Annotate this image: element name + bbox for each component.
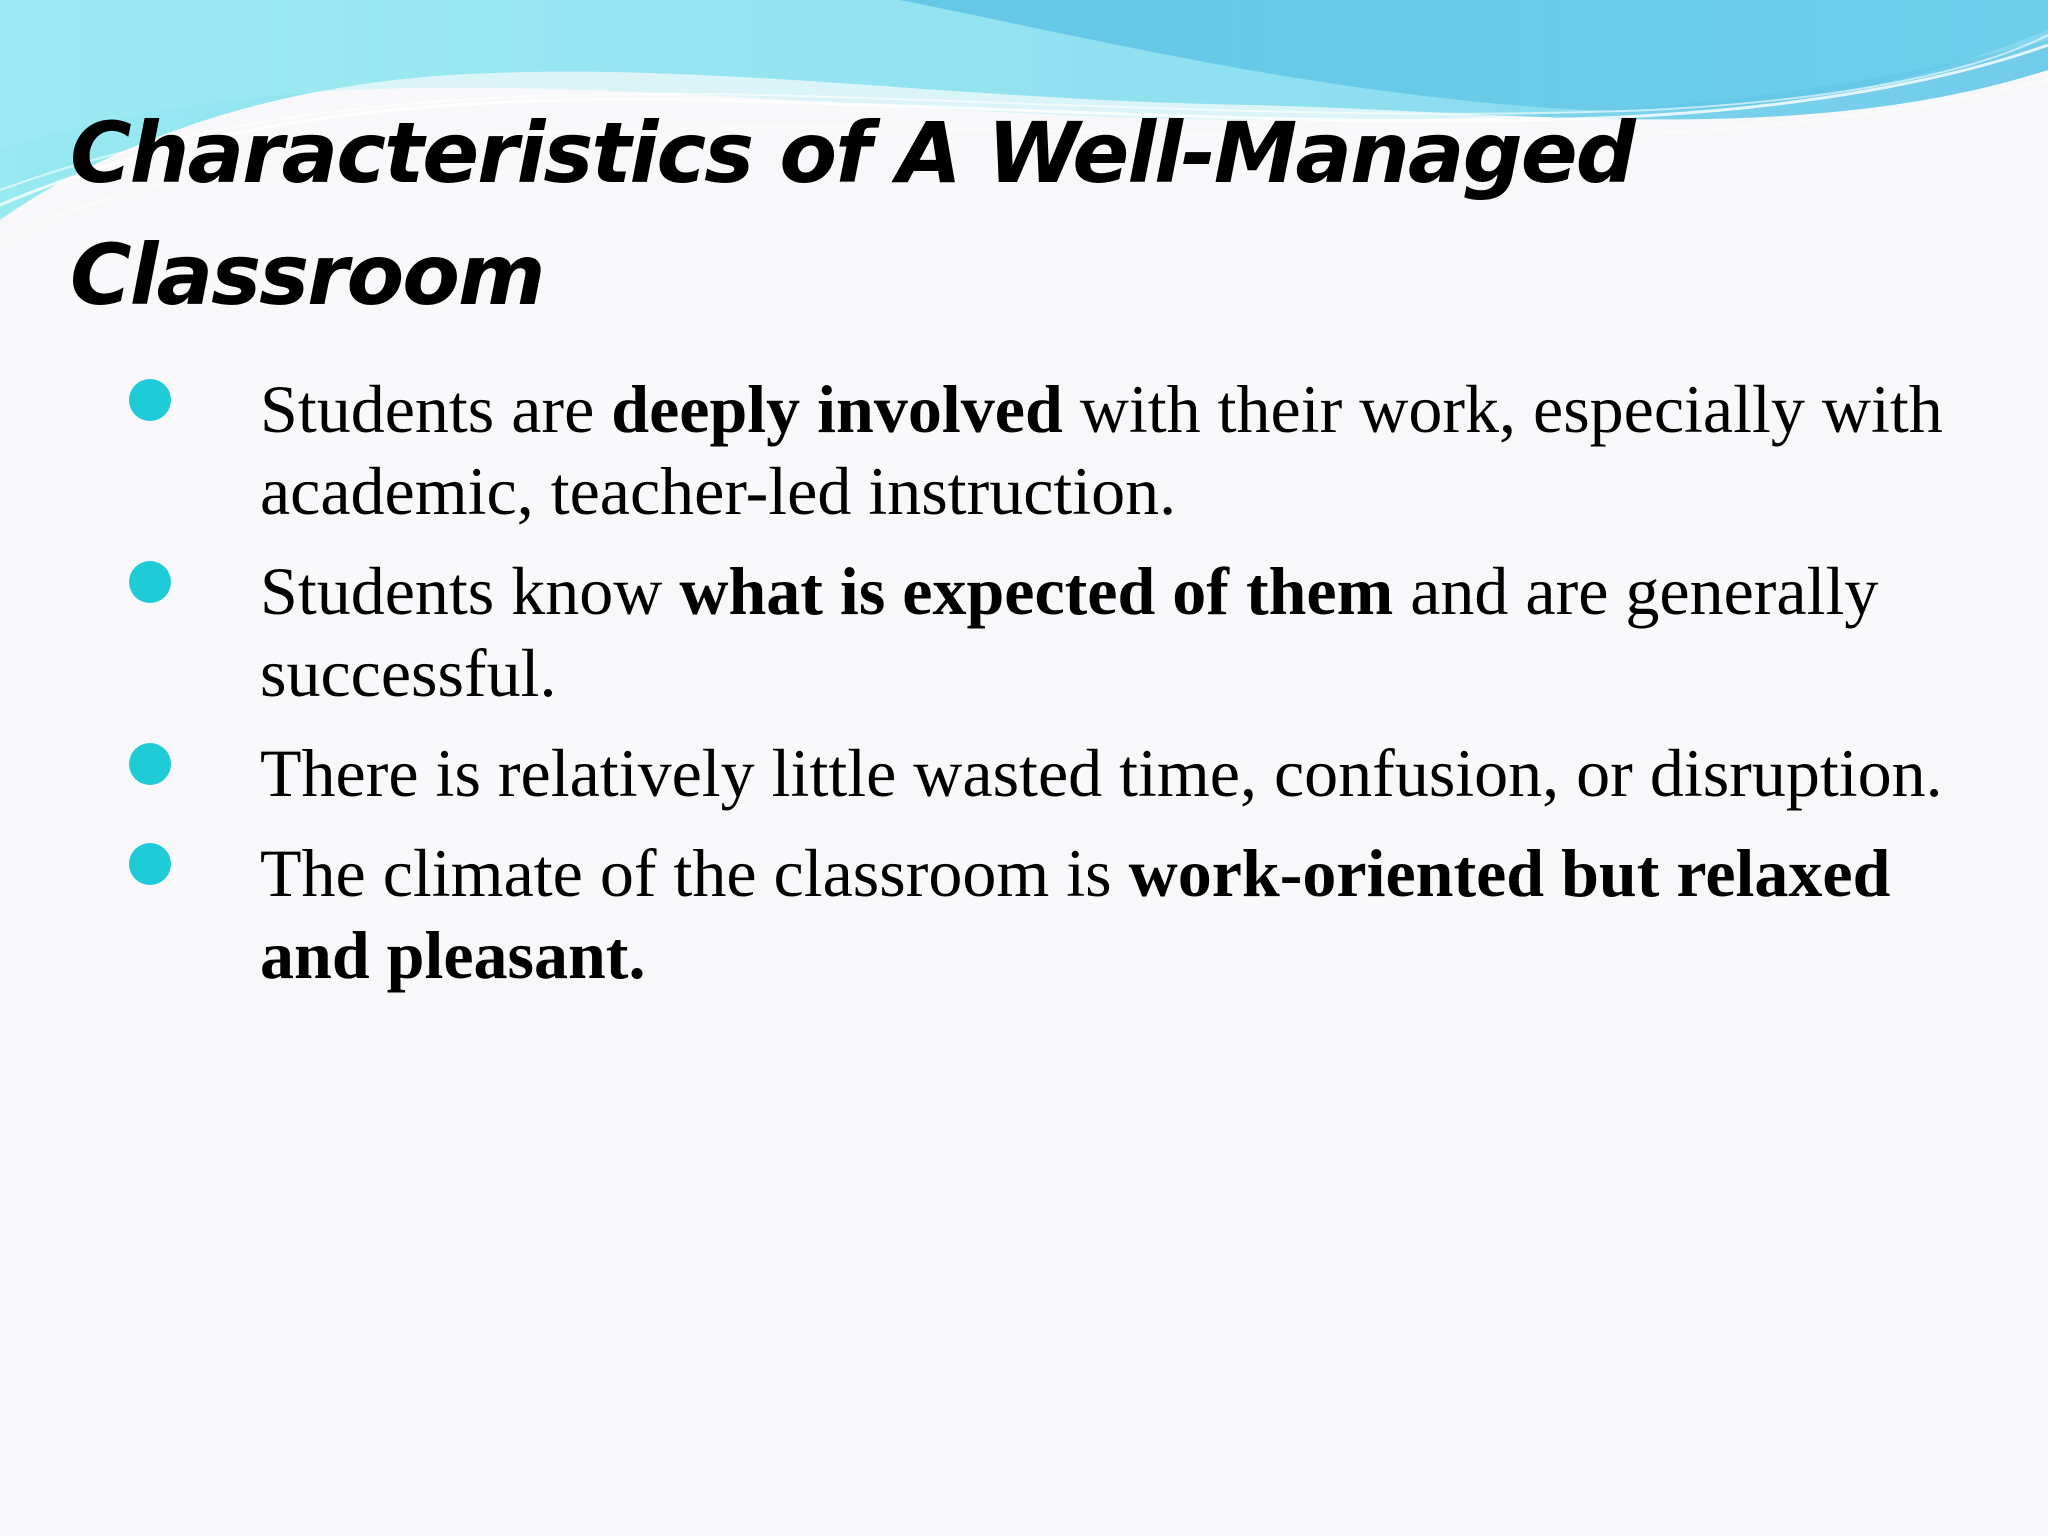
bullet-text-regular: There is relatively little wasted time, confusion, or disruption. [260, 735, 1943, 811]
bullet-text-bold: what is expected of them [679, 553, 1394, 629]
bullet-dot-icon [129, 379, 171, 421]
bullet-item-little-wasted-time [0, 732, 2048, 814]
slide-title-line-1: Characteristics of A Well-Managed [70, 104, 1634, 202]
bullet-text [260, 371, 1943, 529]
bullet-item-expectations [0, 550, 2048, 714]
bullet-text-bold: work-oriented but relaxed and pleasant. [260, 835, 1891, 993]
bullet-text-regular: and are generally successful. [260, 553, 1879, 711]
bullet-item-deeply-involved [0, 368, 2048, 532]
bullet-text-regular: Students are [260, 371, 612, 447]
bullet-list [0, 368, 2048, 1014]
bullet-text-regular: The climate of the classroom is [260, 835, 1129, 911]
bullet-text [260, 553, 1878, 711]
bullet-text-bold: deeply involved [611, 371, 1063, 447]
bullet-text [260, 835, 1890, 993]
bullet-text [260, 735, 1943, 811]
bullet-text-regular: with their work, especially with academic, teacher-led instruction. [260, 371, 1943, 529]
slide-title [70, 92, 1770, 336]
bullet-dot-icon [129, 843, 171, 885]
bullet-dot-icon [129, 743, 171, 785]
bullet-text-regular: Students know [260, 553, 680, 629]
slide-title-line-2: Classroom [70, 226, 544, 324]
bullet-dot-icon [129, 561, 171, 603]
bullet-item-climate [0, 832, 2048, 996]
